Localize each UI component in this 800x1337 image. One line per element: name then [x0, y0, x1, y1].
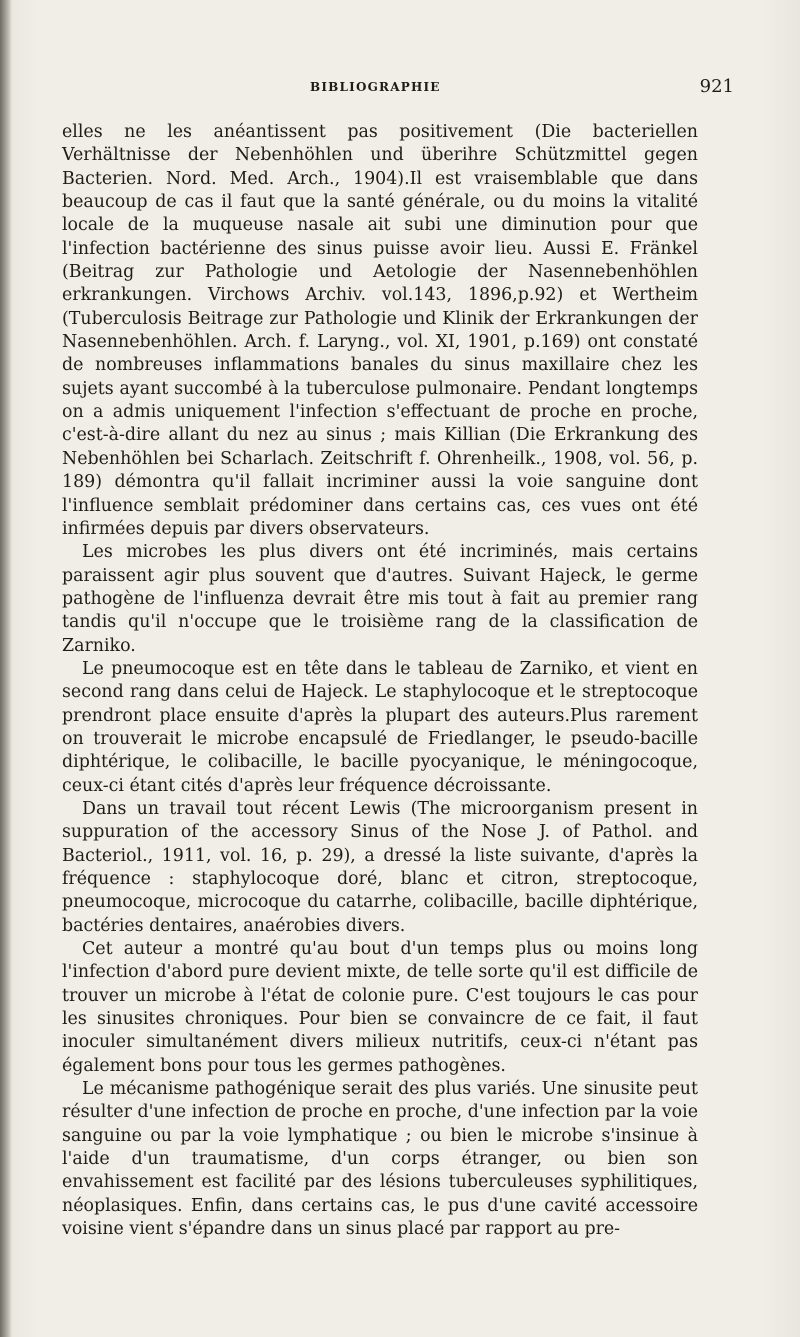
paragraph: Le pneumocoque est en tête dans le tableau de Zarniko, et vient en second rang dans celui de Hajeck. Le staphylocoque et le streptocoque prendront place ensuite d'après la plupart des auteurs.Plus rarement on trouverait le microbe encapsulé de Friedlanger, le pseudo-bacille diphtérique, le colibacille, le bacille pyocyanique, le méningocoque, ceux-ci étant cités d'après leur fréquence décroissante. [62, 658, 698, 796]
paragraph: Le mécanisme pathogénique serait des plus variés. Une sinusite peut résulter d'une infection de proche en proche, d'une infection par la voie sanguine ou par la voie lymphatique ; ou bien le microbe s'insinue à l'aide d'un traumatisme, d'un corps étranger, ou bien son envahissement est facilité par des lésions tuberculeuses syphilitiques, néoplasiques. Enfin, dans certains cas, le pus d'une cavité accessoire voisine vient s'épandre dans un sinus placé par rapport au pre- [62, 1079, 698, 1240]
paragraph: elles ne les anéantissent pas positivement (Die bacteriellen Verhältnisse der Nebenhöhlen und überihre Schützmittel gegen Bacterien. Nord. Med. Arch., 1904).Il est vraisemblable que dans beaucoup de cas il faut que la santé générale, ou du moins la vitalité locale de la muqueuse nasale ait subi une diminution pour que l'infection bactérienne des sinus puisse avoir lieu. Aussi E. Fränkel (Beitrag zur Pathologie und Aetologie der Nasennebenhöhlen erkrankungen. Virchows Archiv. vol.143, 1896,p.92) et Wertheim (Tuberculosis Beitrage zur Pathologie und Klinik der Erkrankungen der Nasennebenhöhlen. Arch. f. Laryng., vol. XI, 1901, p.169) ont constaté de nombreuses inflammations banales du sinus maxillaire chez les sujets ayant succombé à la tuberculose pulmonaire. Pendant longtemps on a admis uniquement l'infection s'effectuant de proche en proche, c'est-à-dire allant du nez au sinus ; mais Killian (Die Erkrankung des Nebenhöhlen bei Scharlach. Zeitschrift f. Ohrenheilk., 1908, vol. 56, p. 189) démontra qu'il fallait incriminer aussi la voie sanguine dont l'influence semblait prédominer dans certains cas, ces vues ont été infirmées depuis par divers observateurs. [62, 122, 698, 539]
body-text [62, 121, 698, 1242]
running-title: BIBLIOGRAPHIE [310, 80, 441, 94]
binding-edge [0, 0, 12, 1337]
paragraph: Les microbes les plus divers ont été incriminés, mais certains paraissent agir plus souvent que d'autres. Suivant Hajeck, le germe pathogène de l'influenza devrait être mis tout à fait au premier rang tandis qu'il n'occupe que le troisième rang de la classification de Zarniko. [62, 542, 698, 656]
paragraph: Dans un travail tout récent Lewis (The microorganism present in suppuration of the accessory Sinus of the Nose J. of Pathol. and Bacteriol., 1911, vol. 16, p. 29), a dressé la liste suivante, d'après la fréquence : staphylocoque doré, blanc et citron, streptocoque, pneumocoque, microcoque du catarrhe, colibacille, bacille diphtérique, bactéries dentaires, anaérobies divers. [62, 798, 698, 936]
page-number: 921 [699, 76, 734, 97]
page-header [60, 76, 760, 104]
paragraph: Cet auteur a montré qu'au bout d'un temps plus ou moins long l'infection d'abord pure devient mixte, de telle sorte qu'il est difficile de trouver un microbe à l'état de colonie pure. C'est toujours le cas pour les sinusites chroniques. Pour bien se convaincre de ce fait, il faut inoculer simultanément divers milieux nutritifs, ceux-ci n'étant pas également bons pour tous les germes pathogènes. [62, 939, 698, 1076]
